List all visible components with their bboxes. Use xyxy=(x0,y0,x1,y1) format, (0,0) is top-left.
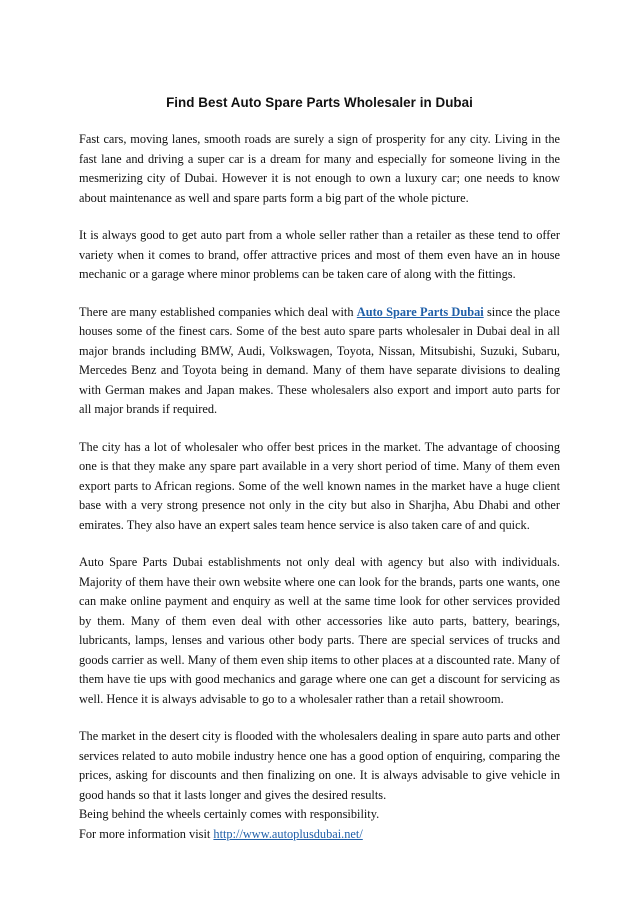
paragraph-companies xyxy=(79,303,560,420)
more-info-text: For more information visit xyxy=(79,826,214,841)
auto-spare-parts-dubai-link[interactable]: Auto Spare Parts Dubai xyxy=(356,304,484,319)
paragraph-market: The market in the desert city is flooded with the wholesalers dealing in spare auto parts and other services related to auto mobile industry hence one has a good option of enquiring, comparing the prices, asking for discounts and then finalizing on one. It is always advisable to give vehicle in good hands so that it lasts longer and gives the desired results. xyxy=(79,729,560,802)
document-title: Find Best Auto Spare Parts Wholesaler in Dubai xyxy=(166,95,473,110)
paragraph-responsibility: Being behind the wheels certainly comes with responsibility. xyxy=(79,807,380,821)
paragraph-companies-text-after: since the place houses some of the finest cars. Some of the best auto spare parts wholesaler in Dubai deal in all major brands including BMW, Audi, Volkswagen, Toyota, Nissan, Mitsubishi, Suzuki, Subaru, Mercedes Benz and Toyota being in demand. Many of them have separate divisions to dealing with German makes and Japan makes. These wholesalers also export and import auto parts for all major brands if required. xyxy=(79,304,560,416)
paragraph-wholesale: It is always good to get auto part from a whole seller rather than a retailer as these tend to offer variety when it comes to brand, offer attractive prices and most of them even have an in house mechanic or a garage where minor problems can be taken care of along with the fittings. xyxy=(79,228,560,281)
paragraph-establishments: Auto Spare Parts Dubai establishments not only deal with agency but also with individuals. Majority of them have their own website where one can look for the brands, parts one wants, one can make online payment and enquiry as well at the same time look for other services provided by them. Many of them even deal with other accessories like auto parts, battery, bearings, lubricants, lamps, lenses and various other body parts. There are special services of trucks and goods carrier as well. Many of them even ship items to other places at a discounted rate. Many of them have tie ups with good mechanics and garage where one can get a discount for servicing as well. Hence it is always advisable to go to a wholesaler rather than a retail showroom. xyxy=(79,555,560,706)
paragraph-intro: Fast cars, moving lanes, smooth roads are surely a sign of prosperity for any city. Living in the fast lane and driving a super car is a dream for many and especially for someone living in the mesmerizing city of Dubai. However it is not enough to own a luxury car; one needs to know about maintenance as well and spare parts form a big part of the whole picture. xyxy=(79,132,560,205)
paragraph-city-wholesalers: The city has a lot of wholesaler who offer best prices in the market. The advantage of choosing one is that they make any spare part available in a very short period of time. Many of them even export parts to African regions. Some of the well known names in the market have a huge client base with a very strong presence not only in the city but also in Sharjha, Abu Dhabi and other emirates. They also have an expert sales team hence service is also taken care of and quick. xyxy=(79,439,560,532)
paragraph-companies-text-before: There are many established companies which deal with xyxy=(79,304,357,319)
website-link[interactable]: http://www.autoplusdubai.net/ xyxy=(213,826,363,841)
paragraph-more-info xyxy=(79,825,560,845)
